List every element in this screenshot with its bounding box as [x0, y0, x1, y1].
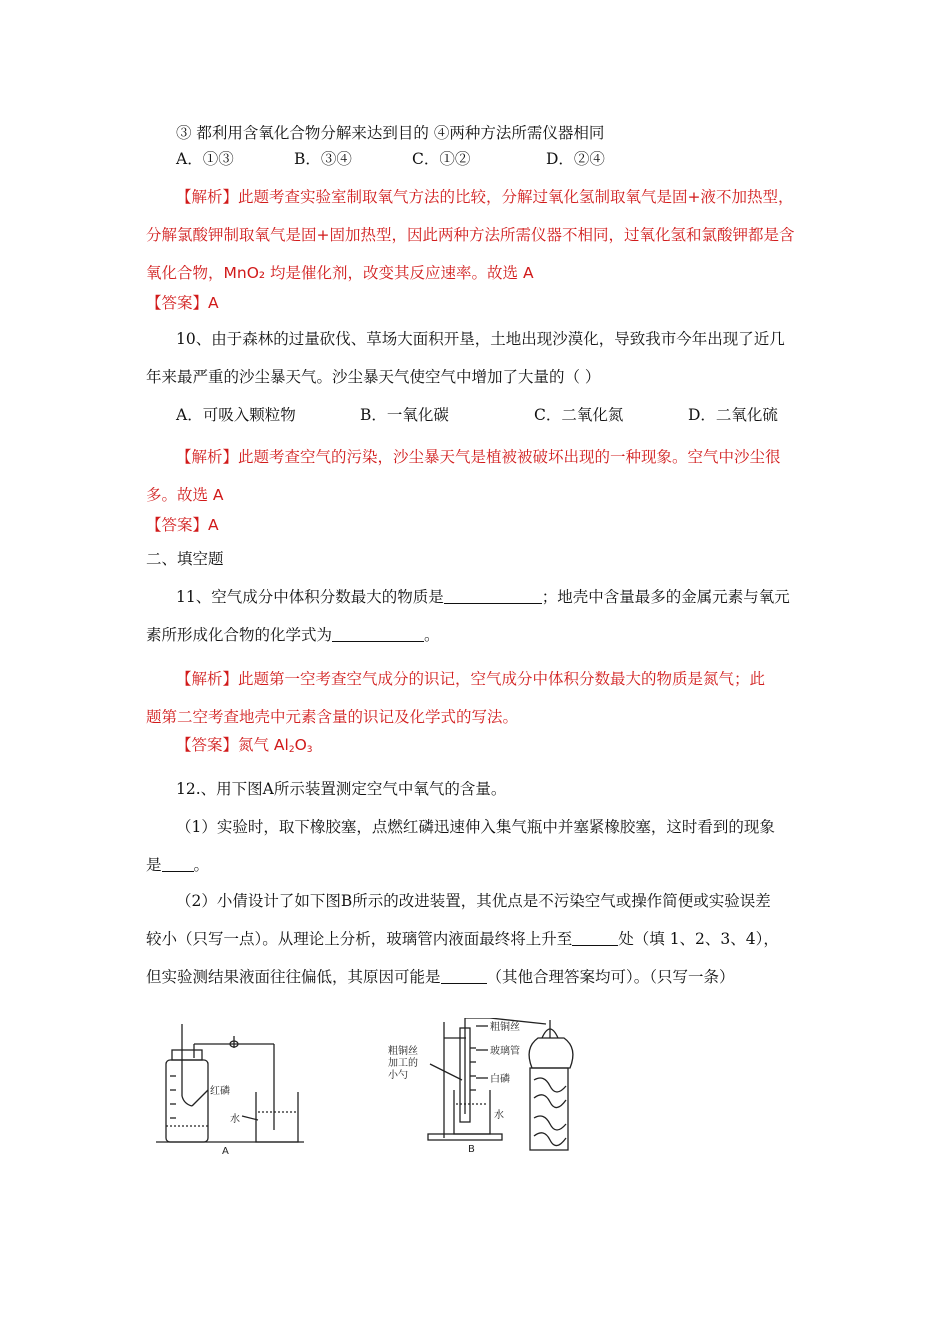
q11-stem-part-2: ；地壳中含量最多的金属元素与氧元 [541, 588, 790, 606]
q11-stem-part-4: 。 [424, 626, 440, 644]
q10-stem-line-2: 年来最严重的沙尘暴天气。沙尘暴天气使空气中增加了大量的（ ） [146, 368, 601, 386]
q10-option-b: B．一氧化碳 [360, 406, 449, 424]
label-small-spoon: 小勺 [388, 1070, 408, 1081]
q11-stem-line-1 [176, 586, 790, 608]
q11-answer-sub-2: 3 [306, 745, 313, 755]
q9-option-c: C．①② [412, 150, 471, 168]
q10-option-d: D．二氧化硫 [688, 406, 778, 424]
q11-blank-2[interactable] [332, 625, 424, 642]
q10-stem-line-1: 10、由于森林的过量砍伐、草场大面积开垦，土地出现沙漠化，导致我市今年出现了近几 [176, 330, 785, 348]
q12-part2-line-2 [146, 928, 779, 950]
q11-analysis-line-2: 题第二空考查地壳中元素含量的识记及化学式的写法。 [146, 708, 519, 726]
q12-part1-text-a: 是 [146, 856, 162, 874]
q9-analysis-line-3: 氧化合物，MnO₂ 均是催化剂，改变其反应速率。故选 A [146, 264, 534, 282]
q11-answer [176, 734, 313, 756]
q12-part2-text-c: 但实验测结果液面往往偏低，其原因可能是 [146, 968, 441, 986]
q11-stem-part-1: 11、空气成分中体积分数最大的物质是 [176, 588, 444, 606]
caption-b: B [468, 1144, 475, 1155]
q12-part1-line-1: （1）实验时，取下橡胶塞，点燃红磷迅速伸入集气瓶中并塞紧橡胶塞，这时看到的现象 [176, 818, 775, 836]
section-title: 二、填空题 [146, 550, 224, 568]
q10-answer: 【答案】A [146, 516, 219, 534]
q12-part1-line-2 [146, 854, 209, 876]
q12-blank-2[interactable] [572, 929, 618, 946]
label-red-phosphorus: 红磷 [210, 1086, 230, 1097]
q9-analysis-line-2: 分解氯酸钾制取氧气是固+固加热型，因此两种方法所需仪器不相同，过氧化氢和氯酸钾都是含 [146, 226, 795, 244]
q9-analysis-line-1: 【解析】此题考查实验室制取氧气方法的比较，分解过氧化氢制取氧气是固+液不加热型， [176, 188, 794, 206]
q9-option-a: A．①③ [176, 150, 234, 168]
q12-part2-text-a: 较小（只写一点）。从理论上分析，玻璃管内液面最终将上升至 [146, 930, 573, 948]
q11-answer-sub-1: 2 [288, 745, 295, 755]
q12-stem: 12.、用下图A所示装置测定空气中氧气的含量。 [176, 780, 507, 798]
q12-part2-text-b: 处（填 1、2、3、4）， [618, 930, 779, 948]
label-water-a: 水 [230, 1114, 240, 1125]
q11-stem-line-2 [146, 624, 440, 646]
q11-blank-1[interactable] [444, 587, 542, 604]
q12-part2-line-3 [146, 966, 735, 988]
apparatus-figure [150, 1018, 580, 1158]
q9-answer: 【答案】A [146, 294, 219, 312]
caption-a: A [222, 1146, 229, 1157]
q12-part1-text-b: 。 [193, 856, 210, 874]
q11-analysis-line-1: 【解析】此题第一空考查空气成分的识记，空气成分中体积分数最大的物质是氮气；此 [176, 670, 766, 688]
label-copper-wire-top: 粗铜丝 [490, 1022, 520, 1033]
label-white-phosphorus: 白磷 [490, 1074, 510, 1085]
q10-option-a: A．可吸入颗粒物 [176, 406, 296, 424]
q11-answer-prefix: 【答案】氮气 Al [176, 736, 289, 754]
q12-blank-1[interactable] [162, 855, 194, 872]
q10-analysis-line-1: 【解析】此题考查空气的污染，沙尘暴天气是植被被破坏出现的一种现象。空气中沙尘很 [176, 448, 781, 466]
q10-option-c: C．二氧化氮 [534, 406, 624, 424]
q12-part2-line-1: （2）小倩设计了如下图B所示的改进装置，其优点是不污染空气或操作简便或实验误差 [176, 892, 771, 910]
q10-analysis-line-2: 多。故选 A [146, 486, 224, 504]
q11-answer-mid: O [294, 736, 307, 754]
label-processed: 加工的 [388, 1058, 418, 1069]
label-water-b: 水 [494, 1110, 504, 1121]
q11-stem-part-3: 素所形成化合物的化学式为 [146, 626, 333, 644]
q9-option-b: B．③④ [294, 150, 352, 168]
q9-statement: ③ 都利用含氧化合物分解来达到目的 ④两种方法所需仪器相同 [176, 124, 605, 142]
q12-part2-text-d: （其他合理答案均可）。（只写一条） [486, 968, 735, 986]
label-glass-tube: 玻璃管 [490, 1046, 520, 1057]
label-copper-wire-left: 粗铜丝 [388, 1046, 418, 1057]
q12-blank-3[interactable] [441, 967, 487, 984]
q9-option-d: D．②④ [546, 150, 605, 168]
